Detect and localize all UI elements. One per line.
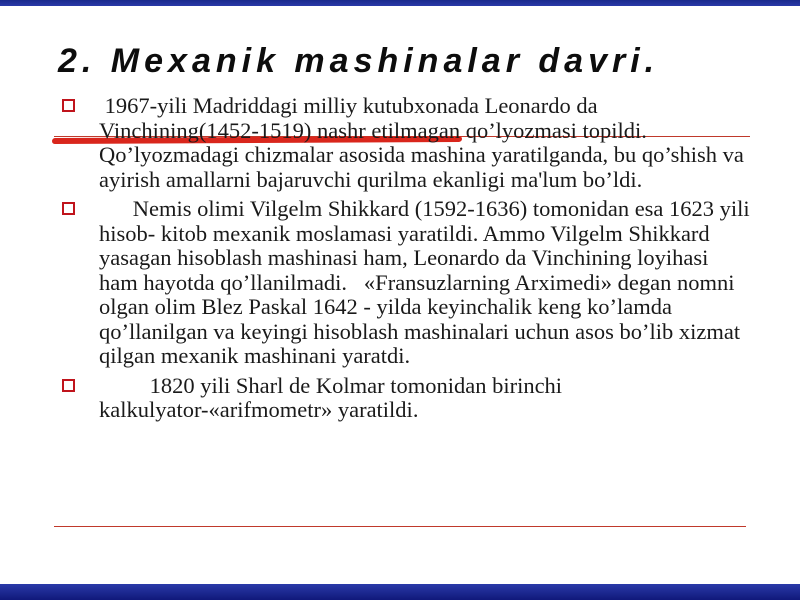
slide-body: [60, 93, 756, 428]
footer-divider-line: [54, 526, 746, 527]
slide-title: 2. Mexanik mashinalar davri.: [58, 42, 660, 80]
bullet-text: Nemis olimi Vilgelm Shikkard (1592-1636) tomonidan esa 1623 yili hisob- kitob mexanik moslamasi yaratildi. Ammo Vilgelm Shikkard yasagan hisoblash mashinasi ham, Leonardo da Vinchining loyihasi ham hayotda qo’llanilmadi. «Fransuzlarning Arximedi» degan nomni olgan olim Blez Paskal 1642 - yilda keyinchalik keng ko’lamda qo’llanilgan va keyingi hisoblash mashinalari uchun asos bo’lib xizmat qilgan mexanik mashinani yaratdi.: [99, 196, 756, 368]
square-bullet-icon: [62, 202, 75, 215]
bullet-text: 1967-yili Madriddagi milliy kutubxonada Leonardo da Vinchining(1452-1519) nashr etilmagan qo’lyozmasi topildi. Qo’lyozmadagi chizmalar asosida mashina yaratilganda, bu qo’shish va ayirish amallarni bajaruvchi qurilma ekanligi ma'lum bo’ldi.: [99, 93, 750, 192]
bullet-item: [60, 374, 750, 423]
bullet-item: [60, 94, 750, 192]
square-bullet-icon: [62, 99, 75, 112]
top-frame-bar: [0, 0, 800, 6]
bottom-frame-bar: [0, 584, 800, 600]
bullet-item: [60, 196, 756, 369]
square-bullet-icon: [62, 379, 75, 392]
bullet-text: 1820 yili Sharl de Kolmar tomonidan birinchi kalkulyator-«arifmometr» yaratildi.: [99, 372, 568, 422]
